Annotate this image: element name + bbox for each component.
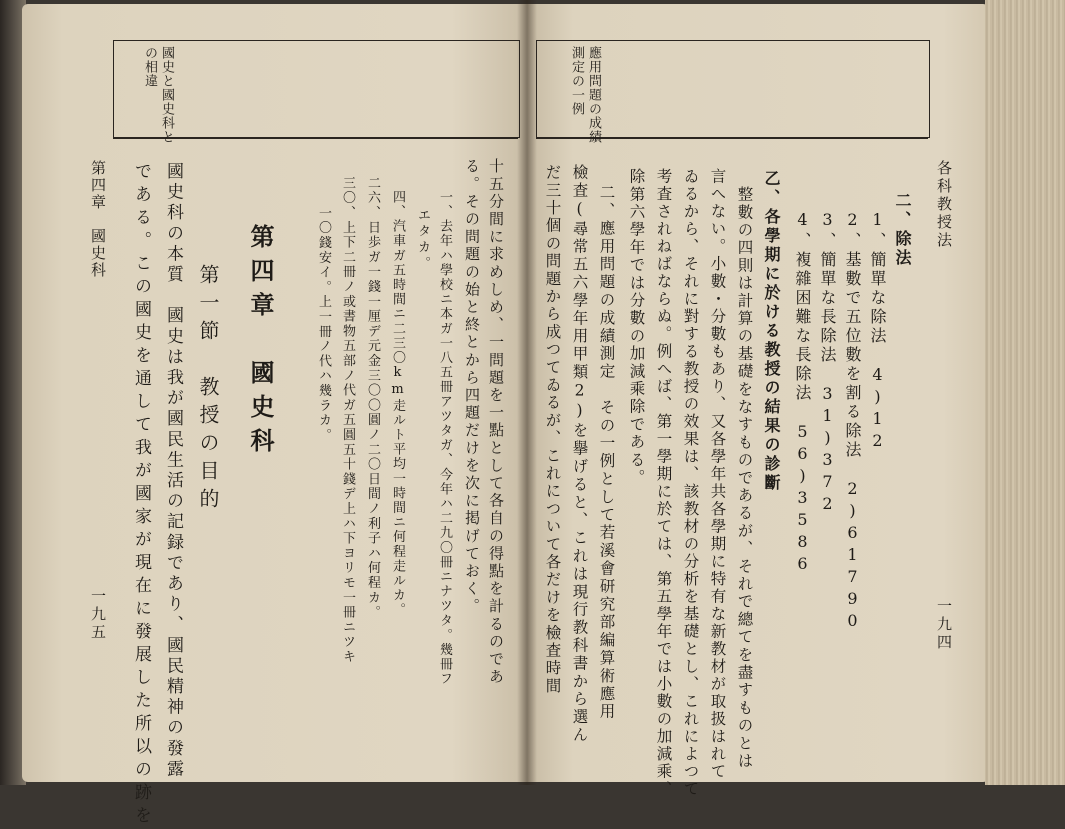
right-body-column: 言へない。小數・分數もあり、又各學年共各學期に特有な新教材が取扱はれて [708, 168, 727, 781]
left-body-column: 十五分間に求めしめ、一問題を一點として各自の得點を計るのであ [487, 158, 505, 686]
left-running-head: 第四章 國史科 [89, 160, 107, 279]
left-problem-column: 一〇錢安イ。上一冊ノ代ハ幾ラカ。 [316, 206, 331, 443]
book-right-edge [985, 0, 1065, 785]
chapter-heading: 第四章 國史科 [246, 224, 275, 462]
right-body-column: 檢査(尋常五六學年用甲類2)を擧げると、これは現行教科書から選ん [570, 164, 589, 745]
left-margin-note-line-2: の相違 [142, 46, 157, 88]
left-margin-note-line-1: 國史と國史科と [159, 46, 174, 144]
right-body-column: 2、基數で五位數を割る除法 2)61790 [843, 210, 862, 633]
right-margin-note-line-1: 應用問題の成績 [586, 46, 601, 144]
right-body-column: 1、簡單な除法 4)12 [868, 210, 887, 453]
right-body-column: 考査されねばならぬ。例へば、第一學期に於ては、第五學年では小數の加減乘、 [654, 168, 673, 798]
left-body-column: 國史科の本質 國史は我が國民生活の記録であり、國民精神の發露 [163, 162, 183, 780]
left-problem-column: 二六、日歩ガ一錢一厘デ元金三〇〇圓ノ二〇日間ノ利子ハ何程カ。 [365, 176, 380, 620]
left-page-number: 一九五 [89, 588, 107, 642]
right-running-head: 各科教授法 [935, 160, 953, 250]
left-problem-column: 四、汽車ガ五時間ニ二三〇km走ルト平均一時間ニ何程走ルカ。 [390, 190, 405, 618]
section-heading: 第一節 教授の目的 [196, 264, 220, 516]
right-body-column: ゐるから、それに對する教授の效果は、該教材の分析を基礎とし、これによつて [681, 168, 700, 798]
left-body-column: る。その問題の始と終とから四題だけを次に掲げておく。 [463, 158, 481, 616]
left-problem-column: 三〇、上下二冊ノ或書物五部ノ代ガ五圓五十錢デ上ハ下ヨリモ一冊ニツキ [340, 176, 355, 665]
right-body-column: 二、除法 [893, 192, 912, 268]
right-body-column: 除第六學年では分數の加減乘除である。 [627, 168, 646, 487]
right-body-column: 3、簡單な長除法 31)372 [818, 210, 837, 516]
right-page-number: 一九四 [935, 598, 953, 652]
left-margin-note-box [113, 40, 520, 138]
right-body-column: 二、應用問題の成績測定 その一例として若溪會研究部編算術應用 [597, 184, 616, 721]
left-problem-column: エタカ。 [415, 208, 430, 272]
left-problem-column: 一、去年ハ學校ニ本ガ一八五冊アツタガ、今年ハ二九〇冊ニナツタ。幾冊フ [437, 190, 452, 687]
right-body-column: 4、複雜困難な長除法 56)3586 [793, 210, 812, 576]
right-margin-note-line-2: 測定の一例 [569, 46, 584, 116]
right-body-column: 乙、各學期に於ける教授の結果の診斷 [762, 170, 781, 493]
left-body-column: である。この國史を通して我が國家が現在に發展した所以の跡を [131, 162, 151, 829]
book-gutter [517, 0, 537, 785]
right-body-column: 整數の四則は計算の基礎をなすものであるが、それで總てを盡すものとは [735, 186, 754, 771]
right-body-column: だ三十個の問題から成つてゐるが、これについて各だけを檢査時間 [543, 164, 562, 695]
